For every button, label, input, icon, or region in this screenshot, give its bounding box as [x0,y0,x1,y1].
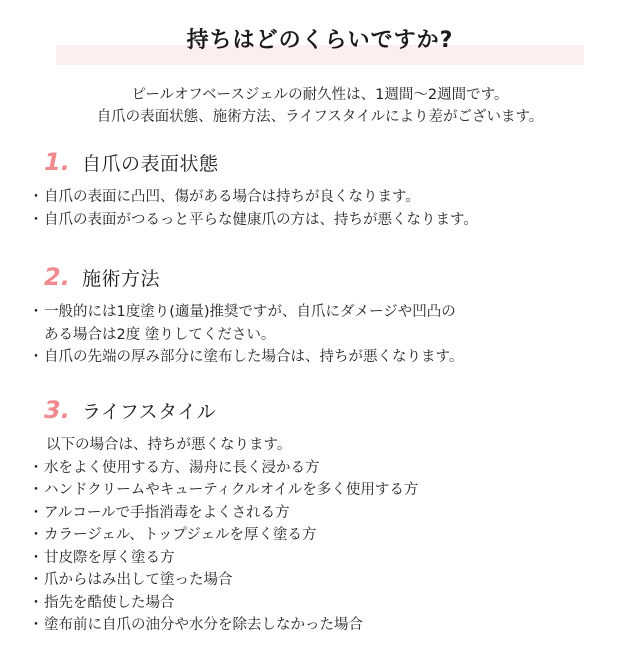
bullet: ・ [28,304,44,320]
section-number: 2. [44,263,70,291]
list-item: ・塗布前に自爪の油分や水分を除去しなかった場合 [28,614,628,637]
section-heading [44,394,628,426]
list-item: ・自爪の表面に凸凹、傷がある場合は持ちが良くなります。 [28,186,628,209]
section-surface-condition [28,146,628,231]
bullet: ・ [28,349,44,365]
list-item: ・指先を酷使した場合 [28,592,628,615]
bullet: ・ [28,482,44,498]
bullet: ・ [28,211,44,228]
section-title: ライフスタイル [82,400,217,423]
intro-text [0,84,640,128]
bullet: ・ [28,617,44,633]
section-list [28,301,628,369]
list-item: ・カラージェル、トップジェルを厚く塗る方 [28,524,628,547]
bullet: ・ [28,459,44,476]
list-item: ・爪からはみ出して塗った場合 [28,569,628,592]
section-title: 施術方法 [82,267,161,290]
bullet: ・ [28,594,44,611]
list-item-continuation: ある場合は2度 塗りしてください。 [44,326,276,343]
list-item: ・ハンドクリームやキューティクルオイルを多く使用する方 [28,479,628,502]
list-item: ・アルコールで手指消毒をよくされる方 [28,502,628,525]
intro-line-2: 自爪の表面状態、施術方法、ライフスタイルにより差がございます。 [96,109,544,125]
section-title: 自爪の表面状態 [82,152,219,175]
list-item: ・自爪の先端の厚み部分に塗布した場合は、持ちが悪くなります。 [28,346,628,369]
intro-line-1: ピールオフベースジェルの耐久性は、1週間〜2週間です。 [131,87,509,103]
section-list [28,186,628,231]
section-number: 3. [44,396,70,424]
section-application-method [28,261,628,369]
list-item: ・甘皮際を厚く塗る方 [28,547,628,570]
bullet: ・ [28,549,44,566]
title-block [56,25,584,65]
section-lifestyle [28,394,628,637]
bullet: ・ [28,189,44,205]
list-lead: 以下の場合は、持ちが悪くなります。 [46,437,292,453]
list-item: ・一般的には1度塗り(適量)推奨ですが、自爪にダメージや凹凸の [28,301,628,324]
list-item: ・自爪の表面がつるっと平らな健康爪の方は、持ちが悪くなります。 [28,209,628,232]
bullet: ・ [28,504,44,521]
section-number: 1. [44,148,70,176]
section-heading [44,261,628,293]
page-title: 持ちはどのくらいですか? [186,28,454,53]
section-list [28,434,628,637]
bullet: ・ [28,527,44,543]
section-heading [44,146,628,178]
list-item: ・水をよく使用する方、湯舟に長く浸かる方 [28,457,628,480]
bullet: ・ [28,572,44,588]
